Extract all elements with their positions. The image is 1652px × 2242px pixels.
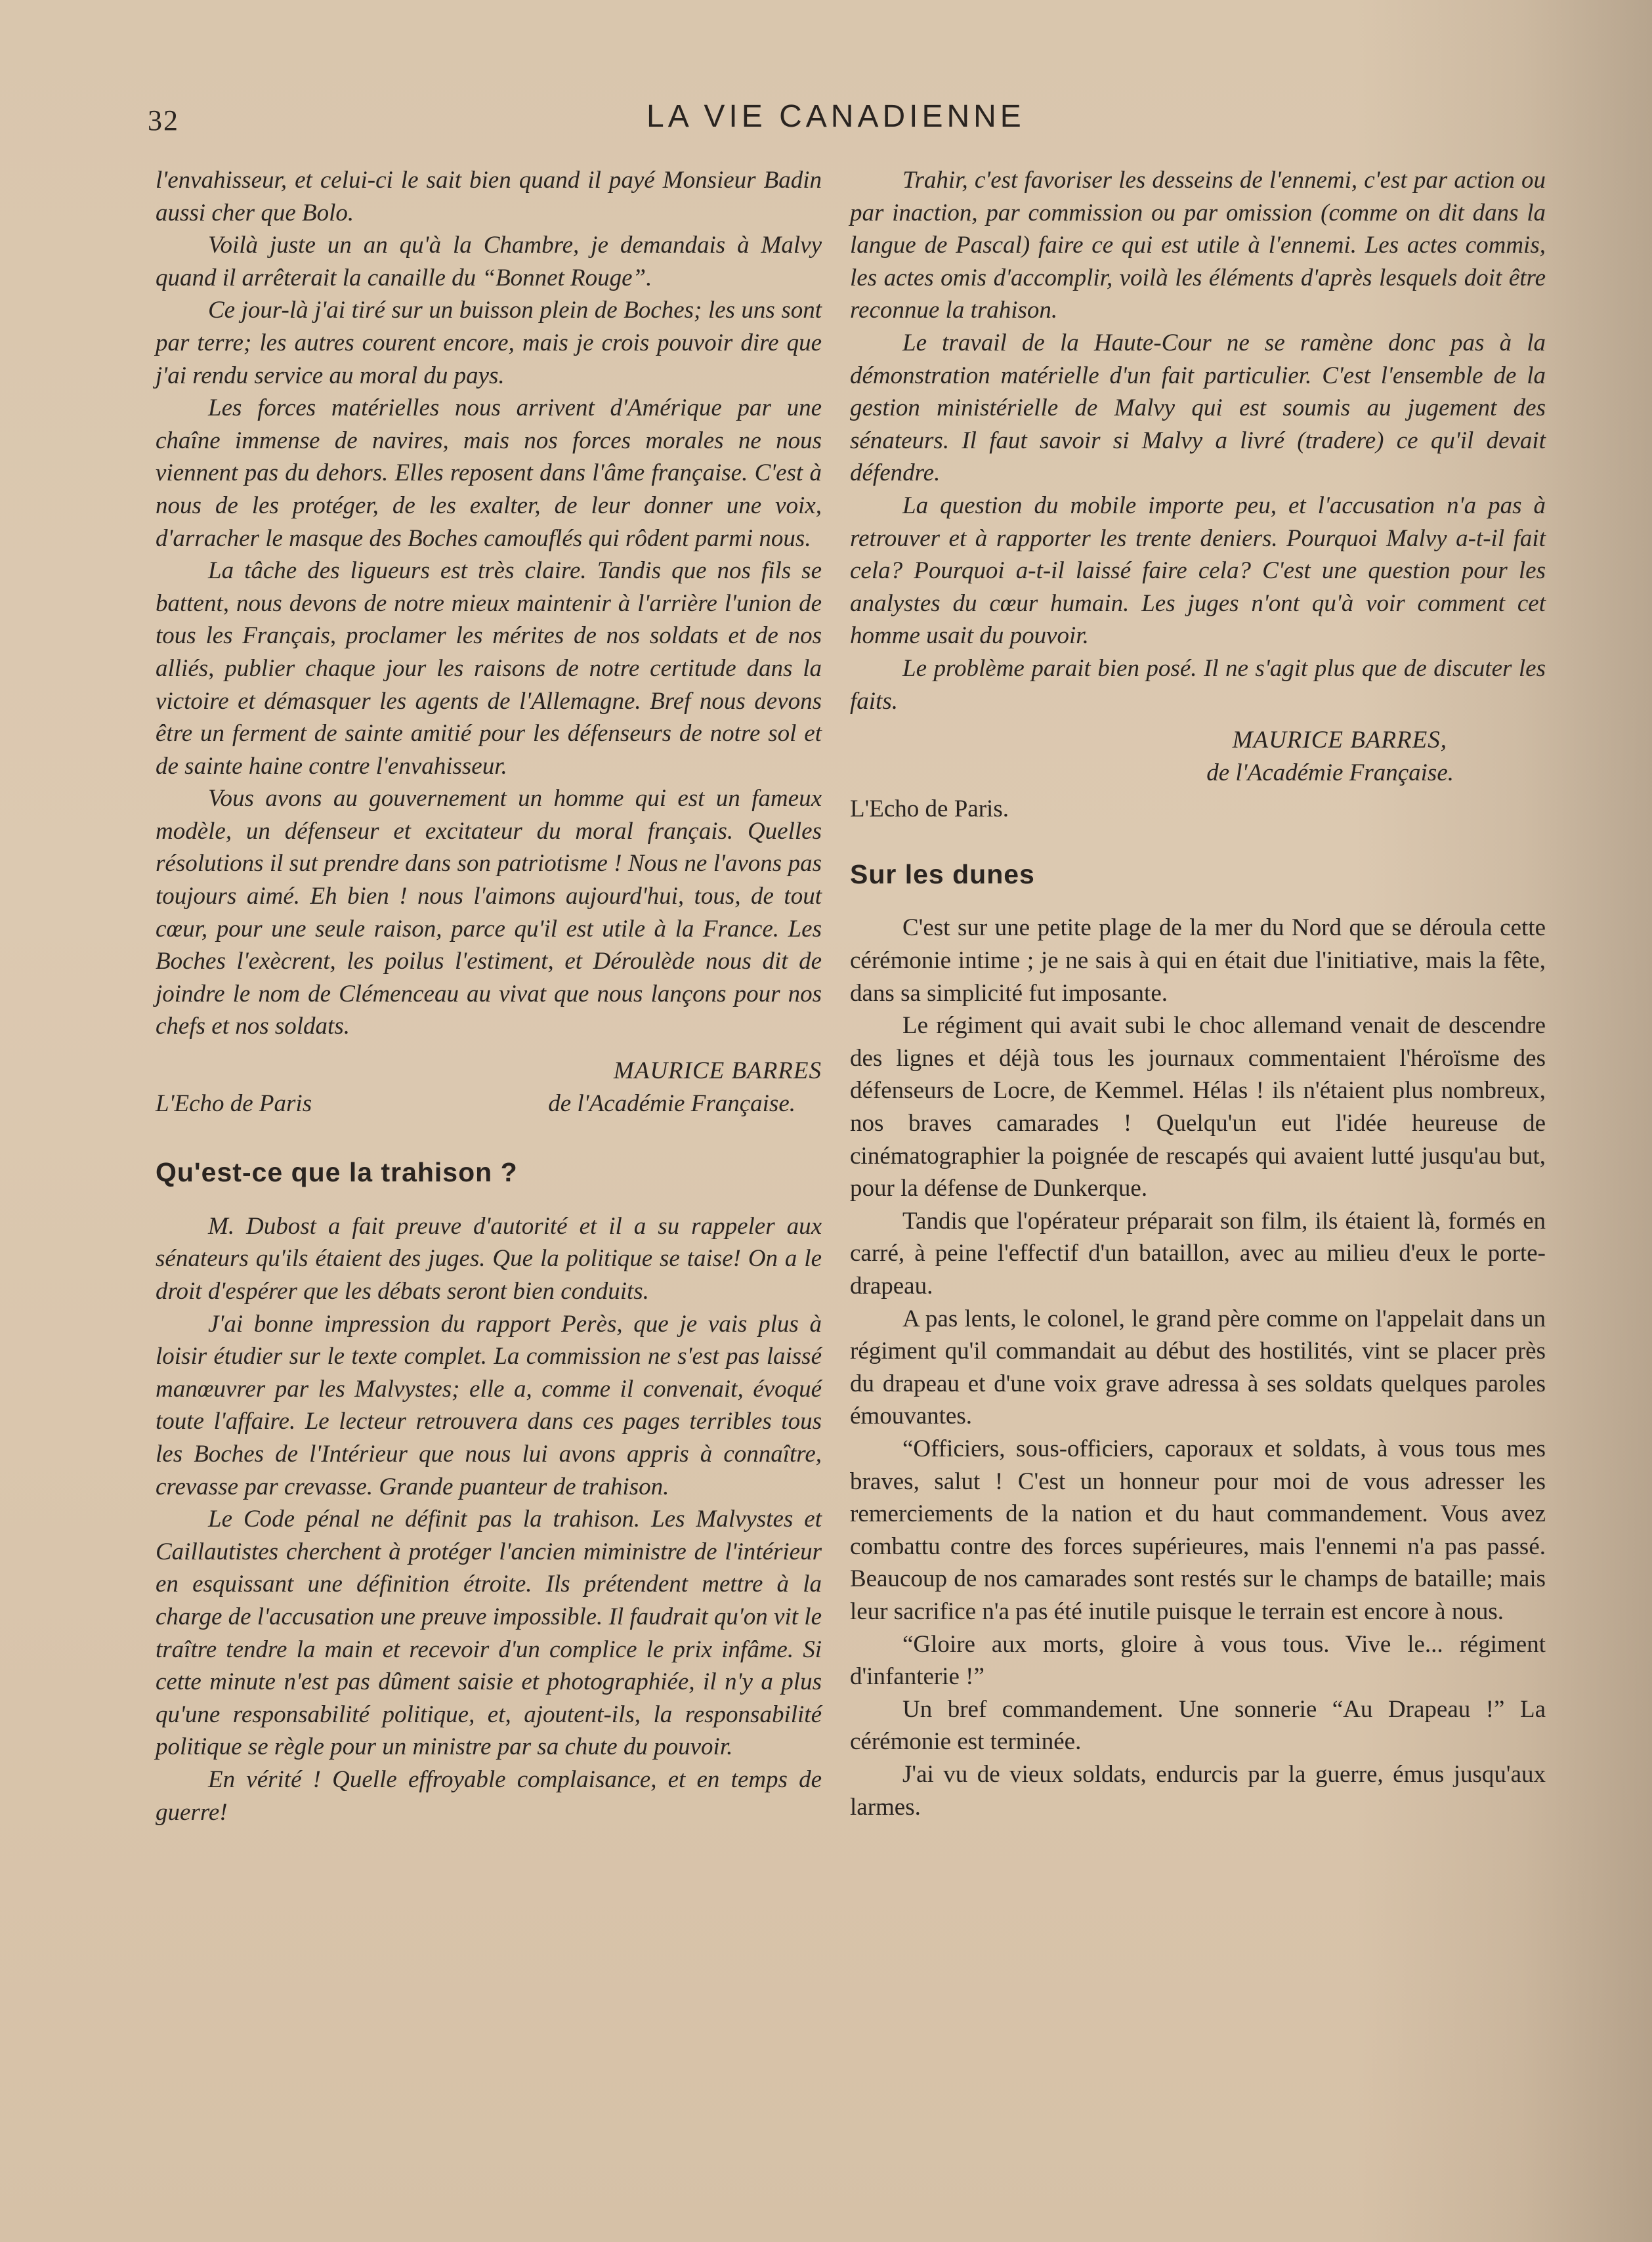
article-paragraph: Vous avons au gouvernement un homme qui est un fameux modèle, un défenseur et excitateur du moral français. Quelles résolutions il sut prendre dans son patriotisme ! Nous ne l'avons pas toujours aimé. Eh bien ! nous l'aimons aujourd'hui, tous, de tout cœur, pour une seule raison, parce qu'il est utile à la France. Les Boches l'exècrent, les poilus l'estiment, et Déroulède nous dit de joindre le nom de Clémenceau au vivat que nous lançons pour nos chefs et nos soldats.	[156, 785, 822, 1040]
article-paragraph: Le problème parait bien posé. Il ne s'agit plus que de discuter les faits.	[850, 654, 1546, 715]
page-number: 32	[148, 104, 179, 137]
article-paragraph: “Gloire aux morts, gloire à vous tous. Vive le... régiment d'infanterie !”	[850, 1630, 1546, 1691]
author-signature	[156, 1055, 822, 1120]
article-paragraph: Le Code pénal ne définit pas la trahison. Les Malvystes et Caillautistes cherchent à protéger l'ancien miministre de l'intérieur en esquissant une définition étroite. Ils prétendent mettre à la charge de l'accusation une preuve impossible. Il faudrait qu'on vit le traître tendre la main et recevoir d'un complice le prix infâme. Si cette minute n'est pas dûment saisie et photographiée, il n'y a plus qu'une responsabilité politique, et, ajoutent-ils, la responsabilité politique se règle pour un ministre par sa chute du pouvoir.	[156, 1506, 822, 1761]
article-paragraph: La question du mobile importe peu, et l'accusation n'a pas à retrouver et à rapporter les trente deniers. Pourquoi Malvy a-t-il fait cela? Pourquoi a-t-il laissé faire cela? C'est une question pour les analystes du cœur humain. Les juges n'ont qu'à voir comment cet homme usait du pouvoir.	[850, 492, 1546, 650]
article-paragraph: En vérité ! Quelle effroyable complaisance, et en temps de guerre!	[156, 1766, 822, 1826]
source-publication: L'Echo de Paris.	[850, 795, 1009, 823]
author-name: MAURICE BARRES,	[1232, 727, 1447, 754]
author-affiliation: de l'Académie Française.	[548, 1089, 795, 1117]
running-title: LA VIE CANADIENNE	[646, 99, 1025, 134]
article-paragraph: Ce jour-là j'ai tiré sur un buisson plein de Boches; les uns sont par terre; les autres courent encore, mais je crois pouvoir dire que j'ai rendu service au moral du pays.	[156, 297, 822, 389]
article-body	[850, 912, 1546, 1823]
author-affiliation: de l'Académie Française.	[1206, 759, 1454, 786]
article-paragraph: J'ai vu de vieux soldats, endurcis par la guerre, émus jusqu'aux larmes.	[850, 1760, 1546, 1821]
article-paragraph: l'envahisseur, et celui-ci le sait bien quand il payé Monsieur Badin aussi cher que Bolo.	[156, 167, 822, 226]
article-paragraph: Tandis que l'opérateur préparait son film, ils étaient là, formés en carré, à peine l'effectif d'un bataillon, avec au milieu d'eux le porte-drapeau.	[850, 1207, 1546, 1300]
left-column	[156, 164, 822, 1829]
source-publication: L'Echo de Paris	[156, 1089, 312, 1117]
section-heading: Sur les dunes	[850, 858, 1035, 889]
article-paragraph: Un bref commandement. Une sonnerie “Au Drapeau !” La cérémonie est terminée.	[850, 1695, 1546, 1756]
article-paragraph: “Officiers, sous-officiers, caporaux et soldats, à vous tous mes braves, salut ! C'est un honneur pour moi de vous adresser les remerciements de la nation et du haut commandement. Vous avez combattu contre des forces supérieures, mais l'ennemi n'a pas passé. Beaucoup de nos camarades sont restés sur le champs de bataille; mais leur sacrifice n'a pas été inutile puisque le terrain est encore à nous.	[850, 1435, 1546, 1625]
author-signature	[850, 724, 1546, 826]
article-paragraph: A pas lents, le colonel, le grand père comme on l'appelait dans un régiment qu'il commandait au début des hostilités, vint se placer près du drapeau et d'une voix grave adressa à ses soldats quelques paroles émouvantes.	[850, 1305, 1546, 1430]
page-header	[148, 92, 1473, 144]
article-paragraph: Le régiment qui avait subi le choc allemand venait de descendre des lignes et déjà tous les journaux commentaient l'héroïsme des défenseurs de Locre, de Kemmel. Hélas ! ils n'étaient plus nombreux, nos braves camarades ! Quelqu'un eut l'idée heureuse de cinématographier la poignée de rescapés qui avaient lutté jusqu'au but, pour la défense de Dunkerque.	[850, 1012, 1546, 1202]
article-paragraph: J'ai bonne impression du rapport Perès, que je vais plus à loisir étudier sur le texte complet. La commission ne s'est pas laissé manœuvrer par les Malvystes; elle a, comme il convenait, évoqué toute l'affaire. Le lecteur retrouvera dans ces pages terribles tous les Boches de l'Intérieur que nous lui avons appris à connaître, crevasse par crevasse. Grande puanteur de trahison.	[156, 1310, 822, 1500]
article-paragraph: Trahir, c'est favoriser les desseins de l'ennemi, c'est par action ou par inaction, par commission ou par omission (comme on dit dans la langue de Pascal) faire ce qui est utile à l'ennemi. Les actes commis, les actes omis d'accomplir, voilà les éléments d'après lesquels doit être reconnue la trahison.	[850, 167, 1546, 324]
article-paragraph: Voilà juste un an qu'à la Chambre, je demandais à Malvy quand il arrêterait la canaille du “Bonnet Rouge”.	[156, 232, 822, 291]
right-column	[850, 164, 1546, 1823]
article-paragraph: La tâche des ligueurs est très claire. Tandis que nos fils se battent, nous devons de notre mieux maintenir à l'arrière l'union de tous les Français, proclamer les mérites de nos soldats et de nos alliés, publier chaque jour les raisons de notre certitude dans la victoire et démasquer les agents de l'Allemagne. Bref nous devons être un ferment de sainte amitié pour les défenseurs de notre sol et de sainte haine contre l'envahisseur.	[156, 557, 822, 780]
article-continuation	[850, 164, 1546, 717]
article-paragraph: Les forces matérielles nous arrivent d'Amérique par une chaîne immense de navires, mais nos forces morales ne nous viennent pas du dehors. Elles reposent dans l'âme française. C'est à nous de les protéger, de les exalter, de leur donner une voix, d'arracher le masque des Boches camouflés qui rôdent parmi nous.	[156, 394, 822, 552]
section-heading: Qu'est-ce que la trahison ?	[156, 1157, 518, 1188]
article-paragraph: C'est sur une petite plage de la mer du Nord que se déroula cette cérémonie intime ; je ne sais à qui en était due l'initiative, mais la fête, dans sa simplicité fut imposante.	[850, 914, 1546, 1007]
author-name: MAURICE BARRES	[613, 1057, 822, 1085]
article-paragraph: Le travail de la Haute-Cour ne se ramène donc pas à la démonstration matérielle d'un fait particulier. C'est l'ensemble de la gestion ministérielle de Malvy qui est soumis au jugement des sénateurs. Il faut savoir si Malvy a livré (tradere) ce qu'il devait défendre.	[850, 329, 1546, 487]
article-paragraph: M. Dubost a fait preuve d'autorité et il a su rappeler aux sénateurs qu'ils étaient des juges. Que la politique se taise! On a le droit d'espérer que les débats seront bien conduits.	[156, 1212, 822, 1305]
